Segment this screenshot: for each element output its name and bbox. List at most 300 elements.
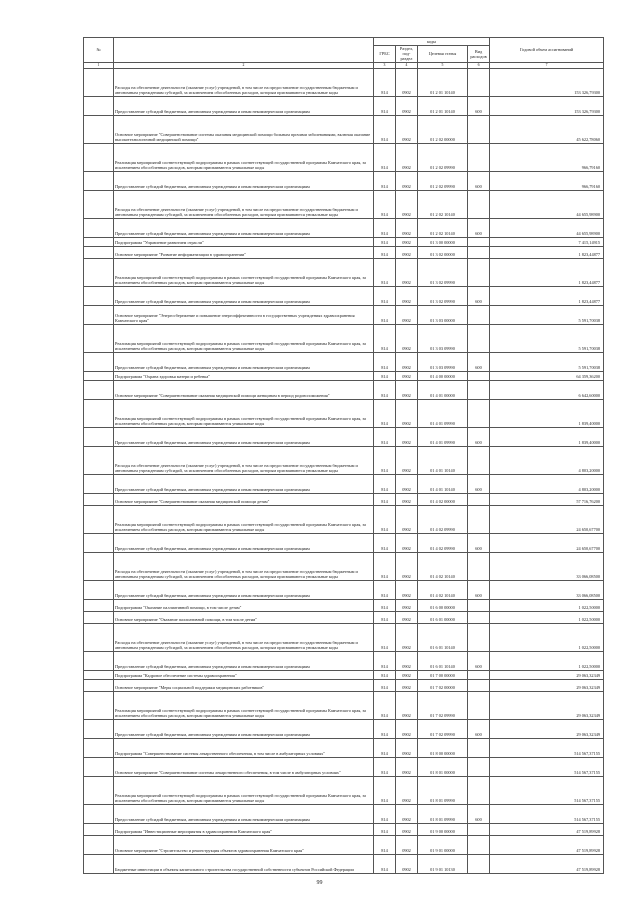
table-row — [84, 738, 604, 757]
row-grbs-cell: 814 — [374, 623, 396, 651]
row-rzpr-cell: 0902 — [396, 246, 418, 258]
table-row — [84, 552, 604, 580]
row-sum-cell: 1 022,50000 — [490, 623, 604, 651]
row-grbs-cell: 814 — [374, 96, 396, 115]
budget-table — [83, 37, 604, 874]
row-name-cell: Бюджетные инвестиции в объекты капитального строительства государственной собственности субъектов Российской Федерации — [114, 854, 374, 873]
row-rzpr-cell: 0902 — [396, 352, 418, 371]
header-total: Годовой объем ассигнований — [490, 38, 604, 63]
row-name-cell: Основное мероприятие "Строительство и реконструкция объектов здравоохранения Камчатского края" — [114, 835, 374, 854]
row-vr-cell: 600 — [468, 286, 490, 305]
row-num-cell — [84, 552, 114, 580]
table-row — [84, 380, 604, 399]
row-rzpr-cell: 0902 — [396, 324, 418, 352]
row-sum-cell: 47 519,89928 — [490, 823, 604, 835]
table-row — [84, 580, 604, 599]
row-grbs-cell: 814 — [374, 286, 396, 305]
column-number: 3 — [374, 62, 396, 68]
row-name-cell: Реализация мероприятий соответствующей подпрограммы в рамках соответствующей государственной программы Камчатского края, за исключением обособленных расходов, которым присваиваются уникальные коды — [114, 143, 374, 171]
row-vr-cell — [468, 679, 490, 691]
row-rzpr-cell: 0902 — [396, 804, 418, 823]
row-sum-cell: 1 839,40000 — [490, 399, 604, 427]
row-vr-cell — [468, 823, 490, 835]
row-cs-cell: 01 2 02 09990 — [418, 171, 468, 190]
row-name-cell: Основное мероприятие "Меры социальной поддержки медицинских работников" — [114, 679, 374, 691]
row-cs-cell: 01 4 00 00000 — [418, 371, 468, 380]
row-name-cell: Основное мероприятие "Энергосбережение и повышение энергоэффективности в государственных учреждениях здравоохранения Камчатского края" — [114, 305, 374, 324]
row-sum-cell: 44 655,98900 — [490, 218, 604, 237]
row-grbs-cell: 814 — [374, 552, 396, 580]
row-vr-cell — [468, 505, 490, 533]
row-grbs-cell: 814 — [374, 757, 396, 776]
row-vr-cell — [468, 552, 490, 580]
row-name-cell: Расходы на обеспечение деятельности (оказание услуг) учреждений, в том числе на предоставление государственным бюджетным и автономным учреждениям субсидий, за исключением обособленных расходов, которым присваиваются уникальные коды — [114, 446, 374, 474]
table-row — [84, 670, 604, 679]
row-name-cell: Расходы на обеспечение деятельности (оказание услуг) учреждений, в том числе на предоставление государственным бюджетным и автономным учреждениям субсидий, за исключением обособленных расходов, которым присваиваются уникальные коды — [114, 190, 374, 218]
table-row — [84, 533, 604, 552]
row-sum-cell: 33 066,08500 — [490, 552, 604, 580]
row-rzpr-cell: 0902 — [396, 493, 418, 505]
table-row — [84, 599, 604, 611]
table-row — [84, 835, 604, 854]
row-grbs-cell: 814 — [374, 446, 396, 474]
row-num-cell — [84, 505, 114, 533]
row-name-cell: Основное мероприятие "Совершенствование системы оказания медицинской помощи больным прочими заболеваниями, включая оказание высокотехнологичной медицинской помощи" — [114, 115, 374, 143]
row-num-cell — [84, 96, 114, 115]
row-rzpr-cell: 0902 — [396, 96, 418, 115]
row-vr-cell — [468, 835, 490, 854]
row-name-cell: Предоставление субсидий бюджетным, автономным учреждениям и иным некоммерческим организациям — [114, 427, 374, 446]
table-row — [84, 237, 604, 246]
row-name-cell: Предоставление субсидий бюджетным, автономным учреждениям и иным некоммерческим организациям — [114, 218, 374, 237]
row-cs-cell: 01 3 00 00000 — [418, 237, 468, 246]
row-rzpr-cell: 0902 — [396, 115, 418, 143]
row-sum-cell: 4 803,20000 — [490, 446, 604, 474]
row-cs-cell: 01 4 02 00000 — [418, 493, 468, 505]
column-number: 1 — [84, 62, 114, 68]
row-rzpr-cell: 0902 — [396, 776, 418, 804]
row-sum-cell: 514 567,37155 — [490, 738, 604, 757]
row-rzpr-cell: 0902 — [396, 474, 418, 493]
table-row — [84, 352, 604, 371]
header-rzpr: Раздел, под-раздел — [396, 46, 418, 63]
row-cs-cell: 01 8 01 00000 — [418, 757, 468, 776]
row-sum-cell: 6 642,60000 — [490, 380, 604, 399]
table-row — [84, 115, 604, 143]
row-rzpr-cell: 0902 — [396, 218, 418, 237]
row-num-cell — [84, 804, 114, 823]
row-vr-cell: 600 — [468, 218, 490, 237]
header-codes: коды — [374, 38, 490, 46]
row-name-cell: Реализация мероприятий соответствующей подпрограммы в рамках соответствующей государственной программы Камчатского края, за исключением обособленных расходов, которым присваиваются уникальные коды — [114, 324, 374, 352]
row-grbs-cell: 814 — [374, 776, 396, 804]
header-vr: Вид расходов — [468, 46, 490, 63]
row-num-cell — [84, 371, 114, 380]
row-num-cell — [84, 493, 114, 505]
row-rzpr-cell: 0902 — [396, 427, 418, 446]
row-grbs-cell: 814 — [374, 324, 396, 352]
row-num-cell — [84, 143, 114, 171]
row-name-cell: Предоставление субсидий бюджетным, автономным учреждениям и иным некоммерческим организациям — [114, 96, 374, 115]
row-grbs-cell: 814 — [374, 218, 396, 237]
row-num-cell — [84, 651, 114, 670]
row-num-cell — [84, 611, 114, 623]
table-row — [84, 143, 604, 171]
header-num: № — [84, 38, 114, 63]
row-cs-cell: 01 9 01 10130 — [418, 854, 468, 873]
row-grbs-cell: 814 — [374, 190, 396, 218]
row-sum-cell: 514 567,37155 — [490, 757, 604, 776]
row-cs-cell: 01 7 00 00000 — [418, 670, 468, 679]
row-sum-cell: 153 326,79300 — [490, 96, 604, 115]
row-rzpr-cell: 0902 — [396, 691, 418, 719]
row-cs-cell: 01 6 01 10140 — [418, 651, 468, 670]
row-num-cell — [84, 446, 114, 474]
table-row — [84, 623, 604, 651]
row-name-cell: Реализация мероприятий соответствующей подпрограммы в рамках соответствующей государственной программы Камчатского края, за исключением обособленных расходов, которым присваиваются уникальные коды — [114, 691, 374, 719]
row-num-cell — [84, 246, 114, 258]
row-sum-cell: 29 063,32349 — [490, 670, 604, 679]
table-row — [84, 68, 604, 96]
row-sum-cell: 64 359,36200 — [490, 371, 604, 380]
row-rzpr-cell: 0902 — [396, 670, 418, 679]
row-cs-cell: 01 4 01 10140 — [418, 446, 468, 474]
row-num-cell — [84, 691, 114, 719]
row-sum-cell: 33 066,08500 — [490, 580, 604, 599]
row-grbs-cell: 814 — [374, 371, 396, 380]
table-row — [84, 446, 604, 474]
row-num-cell — [84, 171, 114, 190]
row-cs-cell: 01 4 02 09990 — [418, 533, 468, 552]
row-sum-cell: 7 415,14915 — [490, 237, 604, 246]
row-cs-cell: 01 2 02 09990 — [418, 143, 468, 171]
row-vr-cell — [468, 380, 490, 399]
row-vr-cell: 600 — [468, 651, 490, 670]
row-num-cell — [84, 670, 114, 679]
row-num-cell — [84, 399, 114, 427]
row-cs-cell: 01 9 01 00000 — [418, 835, 468, 854]
row-vr-cell — [468, 371, 490, 380]
row-grbs-cell: 814 — [374, 305, 396, 324]
row-rzpr-cell: 0902 — [396, 623, 418, 651]
row-vr-cell: 600 — [468, 427, 490, 446]
row-name-cell: Предоставление субсидий бюджетным, автономным учреждениям и иным некоммерческим организациям — [114, 171, 374, 190]
row-sum-cell: 966,79160 — [490, 171, 604, 190]
row-rzpr-cell: 0902 — [396, 757, 418, 776]
row-vr-cell — [468, 143, 490, 171]
row-rzpr-cell: 0902 — [396, 190, 418, 218]
row-grbs-cell: 814 — [374, 533, 396, 552]
row-name-cell: Расходы на обеспечение деятельности (оказание услуг) учреждений, в том числе на предоставление государственным бюджетным и автономным учреждениям субсидий, за исключением обособленных расходов, которым присваиваются уникальные коды — [114, 623, 374, 651]
row-name-cell: Основное мероприятие "Совершенствование оказания медицинской помощи женщинам в период родовспоможения" — [114, 380, 374, 399]
row-grbs-cell: 814 — [374, 474, 396, 493]
row-vr-cell — [468, 305, 490, 324]
row-cs-cell: 01 2 02 10140 — [418, 190, 468, 218]
table-row — [84, 679, 604, 691]
row-vr-cell: 600 — [468, 96, 490, 115]
row-sum-cell: 24 650,67700 — [490, 533, 604, 552]
row-name-cell: Предоставление субсидий бюджетным, автономным учреждениям и иным некоммерческим организациям — [114, 719, 374, 738]
row-sum-cell: 1 022,50000 — [490, 651, 604, 670]
row-sum-cell: 4 803,20000 — [490, 474, 604, 493]
row-num-cell — [84, 324, 114, 352]
row-num-cell — [84, 679, 114, 691]
table-row — [84, 371, 604, 380]
row-vr-cell: 600 — [468, 580, 490, 599]
table-row — [84, 719, 604, 738]
row-cs-cell: 01 8 01 09990 — [418, 776, 468, 804]
row-cs-cell: 01 4 01 10140 — [418, 474, 468, 493]
row-num-cell — [84, 623, 114, 651]
row-name-cell: Расходы на обеспечение деятельности (оказание услуг) учреждений, в том числе на предоставление государственным бюджетным и автономным учреждениям субсидий, за исключением обособленных расходов, которым присваиваются уникальные коды — [114, 552, 374, 580]
row-grbs-cell: 814 — [374, 493, 396, 505]
row-grbs-cell: 814 — [374, 505, 396, 533]
row-name-cell: Предоставление субсидий бюджетным, автономным учреждениям и иным некоммерческим организациям — [114, 286, 374, 305]
row-num-cell — [84, 854, 114, 873]
row-name-cell: Предоставление субсидий бюджетным, автономным учреждениям и иным некоммерческим организациям — [114, 651, 374, 670]
row-cs-cell: 01 7 02 00000 — [418, 679, 468, 691]
row-vr-cell: 600 — [468, 719, 490, 738]
table-row — [84, 651, 604, 670]
row-rzpr-cell: 0902 — [396, 305, 418, 324]
table-row — [84, 171, 604, 190]
row-vr-cell: 600 — [468, 804, 490, 823]
row-rzpr-cell: 0902 — [396, 679, 418, 691]
row-sum-cell: 1 823,44877 — [490, 246, 604, 258]
row-num-cell — [84, 738, 114, 757]
row-num-cell — [84, 380, 114, 399]
row-sum-cell: 1 022,50000 — [490, 599, 604, 611]
row-grbs-cell: 814 — [374, 258, 396, 286]
table-row — [84, 854, 604, 873]
row-rzpr-cell: 0902 — [396, 719, 418, 738]
row-num-cell — [84, 757, 114, 776]
row-cs-cell: 01 6 00 00000 — [418, 599, 468, 611]
row-vr-cell — [468, 68, 490, 96]
row-vr-cell: 600 — [468, 533, 490, 552]
row-sum-cell: 47 519,89928 — [490, 854, 604, 873]
row-rzpr-cell: 0902 — [396, 552, 418, 580]
row-grbs-cell: 814 — [374, 679, 396, 691]
row-name-cell: Предоставление субсидий бюджетным, автономным учреждениям и иным некоммерческим организациям — [114, 580, 374, 599]
row-vr-cell: 600 — [468, 171, 490, 190]
row-num-cell — [84, 258, 114, 286]
row-sum-cell: 29 063,32349 — [490, 719, 604, 738]
row-grbs-cell: 814 — [374, 719, 396, 738]
row-cs-cell: 01 3 02 09990 — [418, 286, 468, 305]
row-rzpr-cell: 0902 — [396, 143, 418, 171]
row-name-cell: Расходы на обеспечение деятельности (оказание услуг) учреждений, в том числе на предоставление государственным бюджетным и автономным учреждениям субсидий, за исключением обособленных расходов, которым присваиваются уникальные коды — [114, 68, 374, 96]
column-number: 6 — [468, 62, 490, 68]
row-name-cell: Реализация мероприятий соответствующей подпрограммы в рамках соответствующей государственной программы Камчатского края, за исключением обособленных расходов, которым присваиваются уникальные коды — [114, 258, 374, 286]
row-sum-cell: 29 063,32349 — [490, 691, 604, 719]
row-sum-cell: 514 567,37155 — [490, 776, 604, 804]
row-name-cell: Основное мероприятие "Совершенствование системы лекарственного обеспечения, в том числе в амбулаторных условиях" — [114, 757, 374, 776]
row-sum-cell: 1 823,44877 — [490, 258, 604, 286]
row-num-cell — [84, 68, 114, 96]
row-rzpr-cell: 0902 — [396, 237, 418, 246]
row-vr-cell — [468, 493, 490, 505]
row-cs-cell: 01 4 01 00000 — [418, 380, 468, 399]
row-name-cell: Подпрограмма "Оказание паллиативной помощи, в том числе детям" — [114, 599, 374, 611]
row-sum-cell: 5 591,70038 — [490, 352, 604, 371]
row-name-cell: Подпрограмма "Кадровое обеспечение системы здравоохранения" — [114, 670, 374, 679]
row-num-cell — [84, 599, 114, 611]
row-grbs-cell: 814 — [374, 427, 396, 446]
row-name-cell: Подпрограмма "Инвестиционные мероприятия в здравоохранении Камчатского края" — [114, 823, 374, 835]
row-sum-cell: 29 063,32349 — [490, 679, 604, 691]
row-cs-cell: 01 2 02 10140 — [418, 218, 468, 237]
row-num-cell — [84, 427, 114, 446]
row-cs-cell: 01 3 03 00000 — [418, 305, 468, 324]
row-name-cell: Предоставление субсидий бюджетным, автономным учреждениям и иным некоммерческим организациям — [114, 533, 374, 552]
row-name-cell: Предоставление субсидий бюджетным, автономным учреждениям и иным некоммерческим организациям — [114, 474, 374, 493]
row-cs-cell: 01 2 02 00000 — [418, 115, 468, 143]
row-name-cell: Реализация мероприятий соответствующей подпрограммы в рамках соответствующей государственной программы Камчатского края, за исключением обособленных расходов, которым присваиваются уникальные коды — [114, 505, 374, 533]
row-num-cell — [84, 776, 114, 804]
row-grbs-cell: 814 — [374, 611, 396, 623]
row-num-cell — [84, 835, 114, 854]
row-sum-cell: 47 519,89928 — [490, 835, 604, 854]
row-cs-cell: 01 4 02 10140 — [418, 580, 468, 599]
row-grbs-cell: 814 — [374, 237, 396, 246]
row-cs-cell: 01 9 00 00000 — [418, 823, 468, 835]
row-vr-cell — [468, 670, 490, 679]
row-num-cell — [84, 286, 114, 305]
row-rzpr-cell: 0902 — [396, 68, 418, 96]
row-sum-cell: 1 022,50000 — [490, 611, 604, 623]
row-cs-cell: 01 8 00 00000 — [418, 738, 468, 757]
row-name-cell: Предоставление субсидий бюджетным, автономным учреждениям и иным некоммерческим организациям — [114, 804, 374, 823]
row-grbs-cell: 814 — [374, 738, 396, 757]
row-grbs-cell: 814 — [374, 854, 396, 873]
row-name-cell: Предоставление субсидий бюджетным, автономным учреждениям и иным некоммерческим организациям — [114, 352, 374, 371]
row-vr-cell — [468, 399, 490, 427]
table-row — [84, 493, 604, 505]
row-sum-cell: 44 655,98900 — [490, 190, 604, 218]
table-row — [84, 246, 604, 258]
row-sum-cell: 5 591,70038 — [490, 324, 604, 352]
row-vr-cell — [468, 623, 490, 651]
row-cs-cell: 01 8 01 09990 — [418, 804, 468, 823]
table-row — [84, 691, 604, 719]
table-row — [84, 286, 604, 305]
row-num-cell — [84, 237, 114, 246]
table-row — [84, 190, 604, 218]
row-grbs-cell: 814 — [374, 691, 396, 719]
row-rzpr-cell: 0902 — [396, 651, 418, 670]
row-rzpr-cell: 0902 — [396, 823, 418, 835]
row-rzpr-cell: 0902 — [396, 258, 418, 286]
row-cs-cell: 01 4 02 09990 — [418, 505, 468, 533]
row-cs-cell: 01 3 03 09990 — [418, 352, 468, 371]
table-row — [84, 399, 604, 427]
row-rzpr-cell: 0902 — [396, 580, 418, 599]
row-rzpr-cell: 0902 — [396, 371, 418, 380]
row-rzpr-cell: 0902 — [396, 835, 418, 854]
row-num-cell — [84, 474, 114, 493]
row-cs-cell: 01 4 02 10140 — [418, 552, 468, 580]
row-vr-cell: 600 — [468, 352, 490, 371]
row-grbs-cell: 814 — [374, 68, 396, 96]
row-grbs-cell: 814 — [374, 115, 396, 143]
row-rzpr-cell: 0902 — [396, 399, 418, 427]
row-num-cell — [84, 115, 114, 143]
row-vr-cell — [468, 691, 490, 719]
row-grbs-cell: 814 — [374, 823, 396, 835]
table-row — [84, 427, 604, 446]
row-grbs-cell: 814 — [374, 670, 396, 679]
row-sum-cell: 1 839,40000 — [490, 427, 604, 446]
row-name-cell: Подпрограмма "Управление развитием отрасли" — [114, 237, 374, 246]
row-vr-cell — [468, 237, 490, 246]
row-num-cell — [84, 719, 114, 738]
row-rzpr-cell: 0902 — [396, 171, 418, 190]
row-vr-cell — [468, 115, 490, 143]
row-sum-cell: 1 823,44877 — [490, 286, 604, 305]
table-row — [84, 611, 604, 623]
row-cs-cell: 01 2 01 10140 — [418, 68, 468, 96]
row-num-cell — [84, 352, 114, 371]
row-vr-cell — [468, 738, 490, 757]
row-vr-cell — [468, 190, 490, 218]
row-vr-cell — [468, 611, 490, 623]
table-row — [84, 757, 604, 776]
column-number: 7 — [490, 62, 604, 68]
table-row — [84, 218, 604, 237]
row-cs-cell: 01 2 01 10140 — [418, 96, 468, 115]
row-num-cell — [84, 580, 114, 599]
table-row — [84, 258, 604, 286]
row-grbs-cell: 814 — [374, 399, 396, 427]
row-cs-cell: 01 4 01 09990 — [418, 399, 468, 427]
table-row — [84, 505, 604, 533]
row-sum-cell: 153 326,79300 — [490, 68, 604, 96]
row-rzpr-cell: 0902 — [396, 854, 418, 873]
table-row — [84, 96, 604, 115]
row-sum-cell: 45 622,78060 — [490, 115, 604, 143]
row-rzpr-cell: 0902 — [396, 599, 418, 611]
table-body — [84, 68, 604, 873]
row-cs-cell: 01 3 03 09990 — [418, 324, 468, 352]
row-name-cell: Реализация мероприятий соответствующей подпрограммы в рамках соответствующей государственной программы Камчатского края, за исключением обособленных расходов, которым присваиваются уникальные коды — [114, 399, 374, 427]
row-name-cell: Основное мероприятие "Развитие информатизации в здравоохранении" — [114, 246, 374, 258]
row-num-cell — [84, 218, 114, 237]
row-vr-cell — [468, 599, 490, 611]
table-row — [84, 474, 604, 493]
row-name-cell: Реализация мероприятий соответствующей подпрограммы в рамках соответствующей государственной программы Камчатского края, за исключением обособленных расходов, которым присваиваются уникальные коды — [114, 776, 374, 804]
table-row — [84, 305, 604, 324]
row-grbs-cell: 814 — [374, 246, 396, 258]
row-cs-cell: 01 6 01 10140 — [418, 623, 468, 651]
row-cs-cell: 01 7 02 09990 — [418, 719, 468, 738]
header-cs: Целевая статья — [418, 46, 468, 63]
table-row — [84, 804, 604, 823]
row-name-cell: Подпрограмма "Совершенствование системы лекарственного обеспечения, в том числе в амбулаторных условиях" — [114, 738, 374, 757]
row-sum-cell: 5 591,70038 — [490, 305, 604, 324]
row-cs-cell: 01 6 01 00000 — [418, 611, 468, 623]
row-name-cell: Подпрограмма "Охрана здоровья матери и ребенка" — [114, 371, 374, 380]
header-name — [114, 38, 374, 63]
row-cs-cell: 01 4 01 09990 — [418, 427, 468, 446]
row-grbs-cell: 814 — [374, 599, 396, 611]
row-grbs-cell: 814 — [374, 835, 396, 854]
row-grbs-cell: 814 — [374, 580, 396, 599]
row-num-cell — [84, 533, 114, 552]
row-grbs-cell: 814 — [374, 804, 396, 823]
row-vr-cell — [468, 324, 490, 352]
row-sum-cell: 514 567,37155 — [490, 804, 604, 823]
